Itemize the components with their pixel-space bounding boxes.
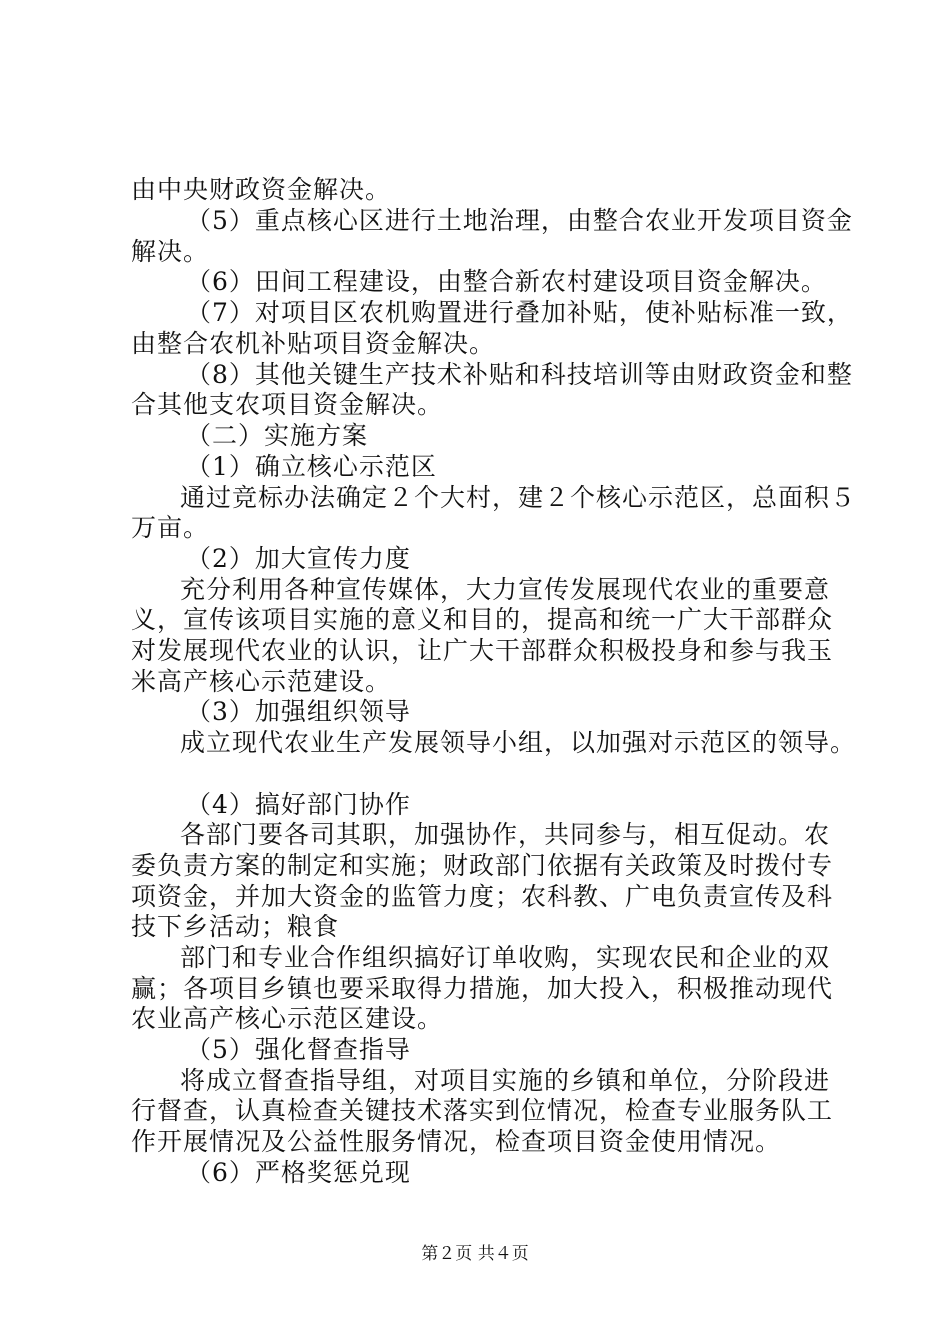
text-line: 解决。: [131, 237, 210, 266]
subsection-heading: （4）搞好部门协作: [186, 790, 411, 819]
text-line: 技下乡活动；粮食: [131, 912, 340, 941]
text-line: 行督查，认真检查关键技术落实到位情况，检查专业服务队工: [131, 1096, 834, 1125]
text-line: 项资金，并加大资金的监管力度；农科教、广电负责宣传及科: [131, 882, 834, 911]
text-line: 义，宣传该项目实施的意义和目的，提高和统一广大干部群众: [131, 605, 834, 634]
text-line: 农业高产核心示范区建设。: [131, 1004, 444, 1033]
text-line: 委负责方案的制定和实施；财政部门依据有关政策及时拨付专: [131, 851, 834, 880]
text-line: （5）重点核心区进行土地治理，由整合农业开发项目资金: [186, 206, 853, 235]
text-line: （8）其他关键生产技术补贴和科技培训等由财政资金和整: [186, 360, 853, 389]
text-line: 作开展情况及公益性服务情况，检查项目资金使用情况。: [131, 1127, 782, 1156]
text-line: 部门和专业合作组织搞好订单收购，实现农民和企业的双: [180, 943, 831, 972]
text-line: （6）田间工程建设，由整合新农村建设项目资金解决。: [186, 267, 827, 296]
section-heading: （二）实施方案: [186, 421, 369, 450]
text-line: 对发展现代农业的认识，让广大干部群众积极投身和参与我玉: [131, 636, 834, 665]
subsection-heading: （1）确立核心示范区: [186, 452, 437, 481]
text-line: 由整合农机补贴项目资金解决。: [131, 329, 496, 358]
text-line: 万亩。: [131, 513, 210, 542]
text-line: 成立现代农业生产发展领导小组，以加强对示范区的领导。: [180, 728, 857, 757]
text-line: 米高产核心示范建设。: [131, 667, 392, 696]
text-line: 充分利用各种宣传媒体，大力宣传发展现代农业的重要意: [180, 575, 831, 604]
text-line: 由中央财政资金解决。: [131, 175, 392, 204]
subsection-heading: （2）加大宣传力度: [186, 544, 411, 573]
page-footer: 第２页 共４页: [421, 1244, 529, 1264]
text-line: 将成立督查指导组，对项目实施的乡镇和单位，分阶段进: [180, 1066, 831, 1095]
subsection-heading: （6）严格奖惩兑现: [186, 1158, 411, 1187]
subsection-heading: （5）强化督查指导: [186, 1035, 411, 1064]
text-line: 通过竞标办法确定２个大村，建２个核心示范区，总面积５: [180, 483, 857, 512]
text-line: （7）对项目区农机购置进行叠加补贴，使补贴标准一致，: [186, 298, 853, 327]
text-line: 合其他支农项目资金解决。: [131, 390, 444, 419]
subsection-heading: （3）加强组织领导: [186, 697, 411, 726]
text-line: 各部门要各司其职，加强协作，共同参与，相互促动。农: [180, 820, 831, 849]
text-line: 赢；各项目乡镇也要采取得力措施，加大投入，积极推动现代: [131, 974, 834, 1003]
